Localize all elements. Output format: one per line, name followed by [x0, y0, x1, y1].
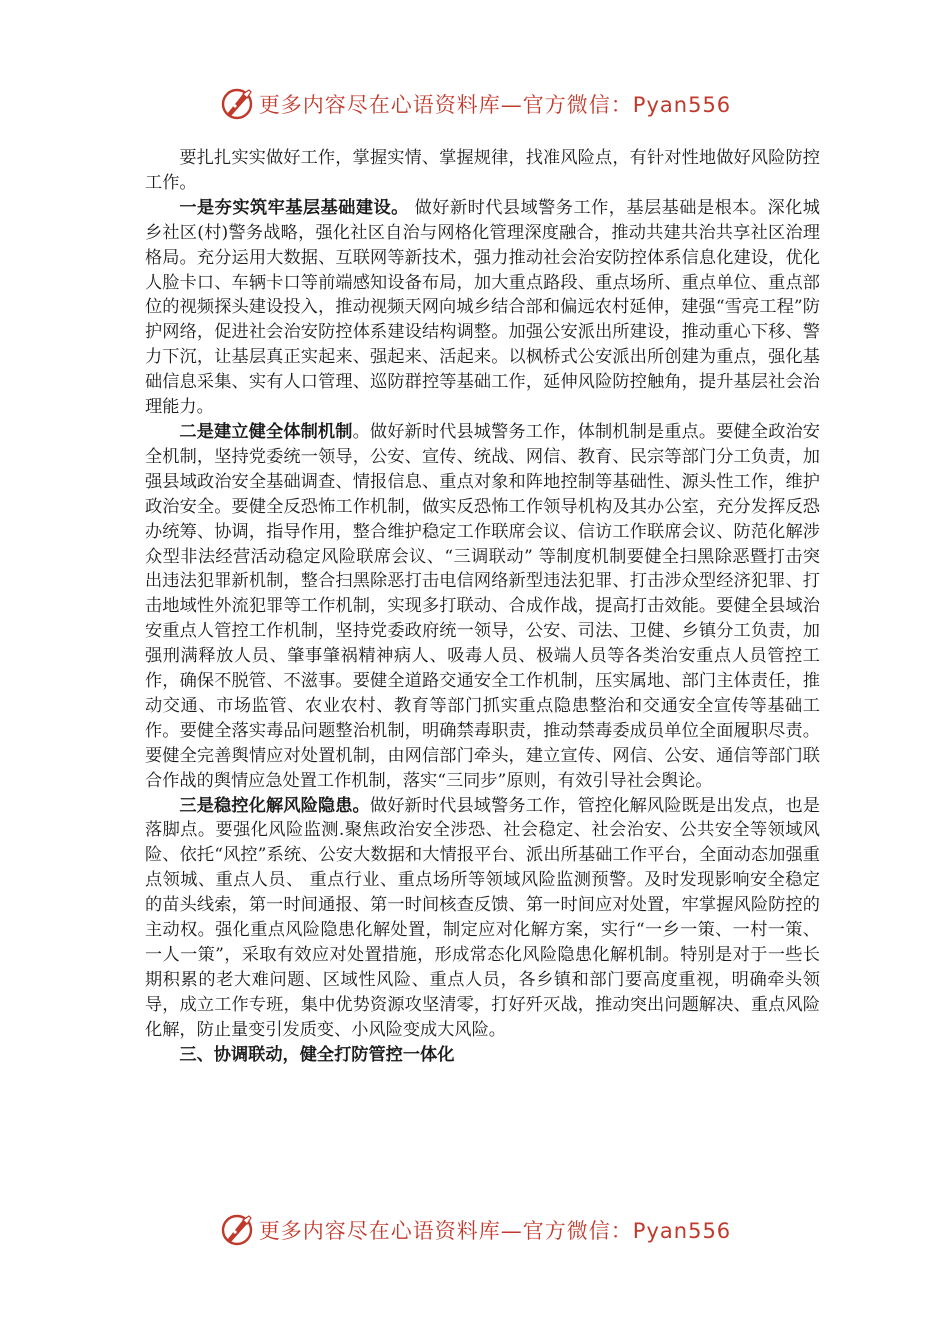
section-1-text: 做好新时代县域警务工作，基层基础是根本。深化城乡社区(村)警务战略，强化社区自治与网格化管理深度融合，推动共建共治共享社区治理格局。充分运用大数据、互联网等新技术，强力推动社会治安防控体系信息化建设，优化人脸卡口、车辆卡口等前端感知设备布局，加大重点路段、重点场所、重点单位、重点部位的视频探头建设投入，推动视频天网向城乡结合部和偏远农村延伸，建强“雪亮工程”防护网络，促进社会治安防控体系建设结构调整。加强公安派出所建设，推动重心下移、警力下沉，让基层真正实起来、强起来、活起来。以枫桥式公安派出所创建为重点，强化基础信息采集、实有人口管理、巡防群控等基础工作，延伸风险防控触角，提升基层社会治理能力。 — [145, 197, 820, 418]
section-1-title: 一是夯实筑牢基层基础建设。 — [179, 197, 409, 218]
section-2-text: 。做好新时代县城警务工作，体制机制是重点。要健全政治安全机制，坚持党委统一领导，公安、宣传、统战、网信、教育、民宗等部门分工负责，加强县域政治安全基础调查、情报信息、重点对象和阵地控制等基础性、源头性工作，维护政治安全。要健全反恐怖工作机制，做实反恐怖工作领导机构及其办公室，充分发挥反恐办统筹、协调，指导作用，整合维护稳定工作联席会议、信访工作联席会议、防范化解涉众型非法经营活动稳定风险联席会议、“三调联动” 等制度机制要健全扫黑除恶暨打击突出违法犯罪新机制，整合扫黑除恶打击电信网络新型违法犯罪、打击涉众型经济犯罪、打击地域性外流犯罪等工作机制，实现多打联动、合成作战，提高打击效能。要健全县域治安重点人管控工作机制，坚持党委政府统一领导，公安、司法、卫健、乡镇分工负责，加强刑满释放人员、肇事肇祸精神病人、吸毒人员、极端人员等各类治安重点人员管控工作，确保不脱管、不滋事。要健全道路交通安全工作机制，压实属地、部门主体责任，推动交通、市场监管、农业农村、教育等部门抓实重点隐患整治和交通安全宣传等基础工作。要健全落实毒品问题整治机制，明确禁毒职责，推动禁毒委成员单位全面履职尽责。要健全完善舆情应对处置机制，由网信部门牵头，建立宣传、网信、公安、通信等部门联合作战的舆情应急处置工作机制，落实“三同步”原则，有效引导社会舆论。 — [145, 421, 820, 791]
pen-nib-logo-icon — [219, 86, 255, 122]
section-3-paragraph — [145, 794, 820, 1043]
footer-watermark — [0, 1208, 950, 1252]
intro-paragraph: 要扎扎实实做好工作，掌握实情、掌握规律，找准风险点，有针对性地做好风险防控工作。 — [145, 148, 820, 193]
section-2-title: 二是建立健全体制机制 — [179, 421, 353, 442]
section-1-paragraph — [145, 196, 820, 420]
section-2-paragraph — [145, 420, 820, 794]
document-body — [145, 146, 820, 1068]
footer-watermark-text: 更多内容尽在心语资料库—官方微信：Pyan556 — [258, 1219, 732, 1243]
section-3-title: 三是稳控化解风险隐患。 — [179, 795, 370, 816]
section-3-text: 做好新时代县域警务工作，管控化解风险既是出发点，也是落脚点。要强化风险监测.聚焦政治安全涉恐、社会稳定、社会治安、公共安全等领域风险、依托“风控”系统、公安大数据和大情报平台、派出所基础工作平台，全面动态加强重点领城、重点人员、 重点行业、重点场所等领域风险监测预警。及时发现影响安全稳定的苗头线索，第一时间通报、第一时间核查反馈、第一时间应对处置，牢掌握风险防控的主动权。强化重点风险隐患化解处置，制定应对化解方案，实行“一乡一策、一村一策、一人一策”，采取有效应对处置措施，形成常态化风险隐患化解机制。特别是对于一些长期积累的老大难问题、区域性风险、重点人员，各乡镇和部门要高度重视，明确牵头领导，成立工作专班，集中优势资源攻坚清零，打好歼灭战，推动突出问题解决、重点风险化解，防止量变引发质变、小风险变成大风险。 — [145, 795, 820, 1040]
chapter-heading-3: 三、协调联动，健全打防管控一体化 — [179, 1044, 455, 1065]
header-watermark-text: 更多内容尽在心语资料库—官方微信：Pyan556 — [258, 93, 732, 117]
header-watermark — [0, 82, 950, 126]
pen-nib-logo-icon — [219, 1212, 255, 1248]
